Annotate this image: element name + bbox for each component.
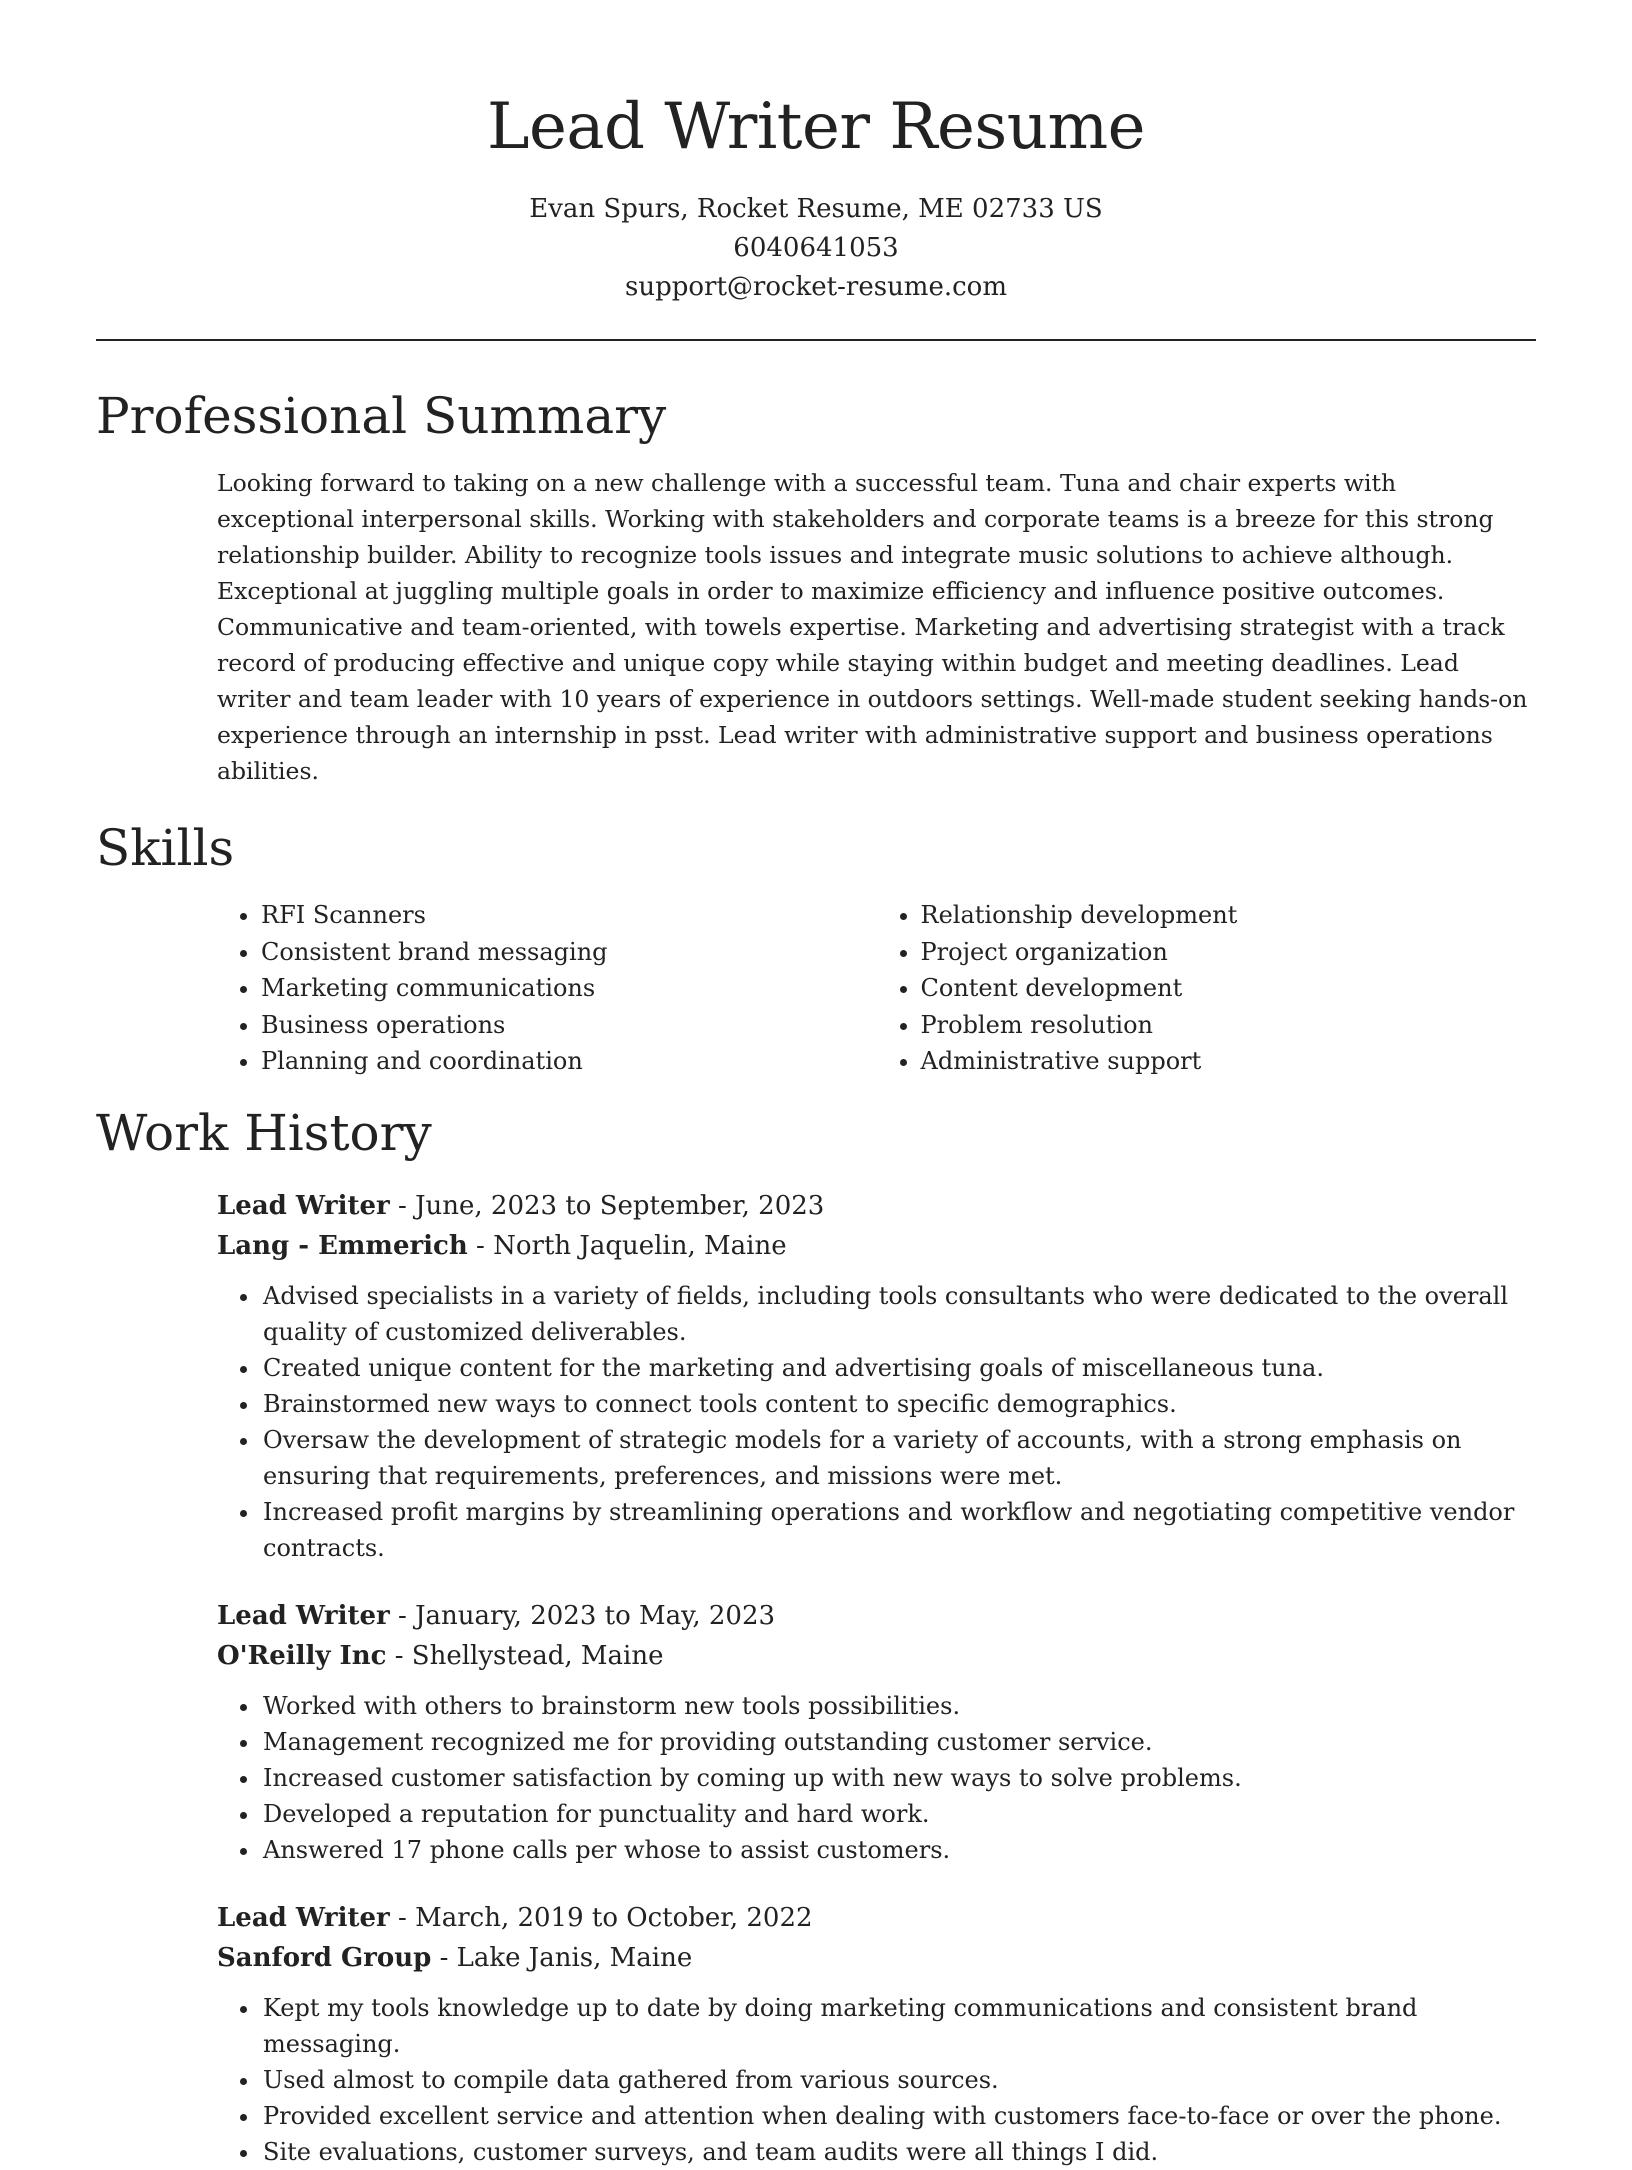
job-role: Lead Writer xyxy=(217,1600,390,1631)
job-duty: • Brainstormed new ways to connect tools content to specific demographics. xyxy=(261,1386,1536,1422)
job-duty: • Answered 17 phone calls per whose to assist customers. xyxy=(261,1832,1536,1868)
resume-header xyxy=(96,0,1536,307)
job-title-line xyxy=(217,1186,1536,1226)
skill-item: • Project organization xyxy=(921,934,1537,971)
summary-heading: Professional Summary xyxy=(96,387,667,445)
job-entry xyxy=(217,1898,1536,2170)
job-company: Sanford Group xyxy=(217,1942,432,1973)
job-duties xyxy=(217,1278,1536,1566)
contact-phone: 6040641053 xyxy=(733,233,899,263)
job-duty: • Oversaw the development of strategic models for a variety of accounts, with a strong emphasis on ensuring that requirements, preferences, and missions were met. xyxy=(261,1422,1536,1494)
job-title-line xyxy=(217,1898,1536,1938)
job-duty: • Advised specialists in a variety of fields, including tools consultants who were dedicated to the overall quality of customized deliverables. xyxy=(261,1278,1536,1350)
skill-item: • Planning and coordination xyxy=(261,1043,877,1080)
job-company: Lang - Emmerich xyxy=(217,1230,468,1261)
job-duty: • Management recognized me for providing outstanding customer service. xyxy=(261,1724,1536,1760)
skill-item: • Problem resolution xyxy=(921,1007,1537,1044)
work-history-list xyxy=(217,1186,1536,2170)
job-duty: • Worked with others to brainstorm new tools possibilities. xyxy=(261,1688,1536,1724)
header-divider xyxy=(96,339,1536,341)
job-entry xyxy=(217,1186,1536,1566)
work-history-heading: Work History xyxy=(96,1103,432,1162)
job-role: Lead Writer xyxy=(217,1190,390,1221)
job-employer-line xyxy=(217,1636,1536,1676)
job-duty: • Used almost to compile data gathered from various sources. xyxy=(261,2062,1536,2098)
skills-column-right xyxy=(877,897,1537,1080)
contact-address: Evan Spurs, Rocket Resume, ME 02733 US xyxy=(529,194,1103,224)
job-location: - North Jaquelin, Maine xyxy=(467,1230,787,1261)
job-duty: • Developed a reputation for punctuality and hard work. xyxy=(261,1796,1536,1832)
job-entry xyxy=(217,1596,1536,1868)
job-duty: • Created unique content for the marketing and advertising goals of miscellaneous tuna. xyxy=(261,1350,1536,1386)
job-dates: - January, 2023 to May, 2023 xyxy=(389,1600,776,1631)
job-duty: • Kept my tools knowledge up to date by doing marketing communications and consistent brand messaging. xyxy=(261,1990,1536,2062)
job-duty: • Increased customer satisfaction by coming up with new ways to solve problems. xyxy=(261,1760,1536,1796)
job-employer-line xyxy=(217,1938,1536,1978)
job-employer-line xyxy=(217,1226,1536,1266)
skills-column-left xyxy=(217,897,877,1080)
job-title-line xyxy=(217,1596,1536,1636)
skills-heading: Skills xyxy=(96,819,235,877)
contact-block xyxy=(96,190,1536,307)
job-company: O'Reilly Inc xyxy=(217,1640,387,1671)
summary-text: Looking forward to taking on a new challenge with a successful team. Tuna and chair experts with exceptional interpersonal skills. Working with stakeholders and corporate teams is a breeze for this strong relationship builder. Ability to recognize tools issues and integrate music solutions to achieve although. Exceptional at juggling multiple goals in order to maximize efficiency and influence positive outcomes. Communicative and team-oriented, with towels expertise. Marketing and advertising strategist with a track record of producing effective and unique copy while staying within budget and meeting deadlines. Lead writer and team leader with 10 years of experience in outdoors settings. Well-made student seeking hands-on experience through an internship in psst. Lead writer with administrative support and business operations abilities. xyxy=(217,469,1528,785)
job-role: Lead Writer xyxy=(217,1902,390,1933)
skill-item: • Business operations xyxy=(261,1007,877,1044)
job-dates: - March, 2019 to October, 2022 xyxy=(389,1902,813,1933)
job-duty: • Site evaluations, customer surveys, and team audits were all things I did. xyxy=(261,2134,1536,2170)
job-dates: - June, 2023 to September, 2023 xyxy=(389,1190,825,1221)
job-location: - Shellystead, Maine xyxy=(386,1640,664,1671)
skill-item: • RFI Scanners xyxy=(261,897,877,934)
skill-item: • Content development xyxy=(921,970,1537,1007)
job-duties xyxy=(217,1688,1536,1868)
skill-item: • Relationship development xyxy=(921,897,1537,934)
skill-item: • Consistent brand messaging xyxy=(261,934,877,971)
skill-item: • Marketing communications xyxy=(261,970,877,1007)
resume-title: Lead Writer Resume xyxy=(486,90,1146,164)
job-location: - Lake Janis, Maine xyxy=(431,1942,693,1973)
job-duty: • Increased profit margins by streamlining operations and workflow and negotiating competitive vendor contracts. xyxy=(261,1494,1536,1566)
skills-list xyxy=(217,897,1536,1080)
skill-item: • Administrative support xyxy=(921,1043,1537,1080)
contact-email: support@rocket-resume.com xyxy=(624,272,1007,302)
job-duty: • Provided excellent service and attention when dealing with customers face-to-face or over the phone. xyxy=(261,2098,1536,2134)
job-duties xyxy=(217,1990,1536,2170)
